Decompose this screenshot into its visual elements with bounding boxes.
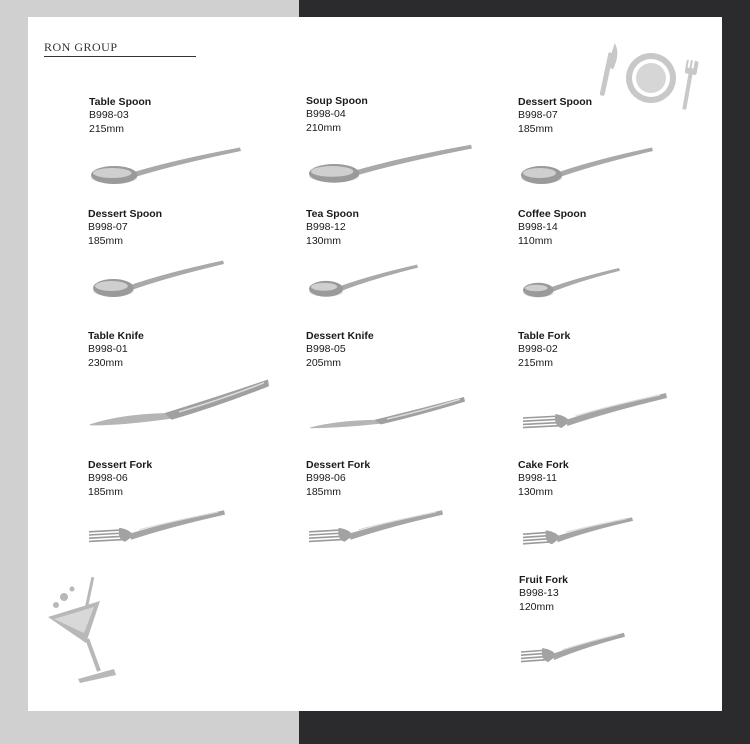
product-item — [518, 330, 570, 370]
product-item — [518, 459, 569, 499]
product-code: B998-02 — [518, 343, 558, 355]
fork-image — [306, 505, 444, 549]
product-size: 215mm — [518, 356, 554, 369]
product-item — [306, 95, 368, 135]
product-size: 185mm — [518, 122, 554, 135]
spoon-image — [520, 262, 622, 302]
product-item — [518, 208, 586, 248]
spoon-image — [306, 258, 420, 302]
fork-image — [518, 628, 626, 668]
product-name: Dessert Knife — [306, 330, 374, 342]
product-size: 210mm — [306, 121, 342, 134]
product-size: 120mm — [519, 600, 555, 613]
product-name: Cake Fork — [518, 459, 569, 471]
product-item — [306, 208, 359, 248]
product-size: 130mm — [306, 234, 342, 247]
product-item — [306, 330, 374, 370]
product-item — [89, 96, 151, 136]
product-code: B998-03 — [89, 109, 129, 121]
product-name: Soup Spoon — [306, 95, 368, 107]
product-code: B998-05 — [306, 343, 346, 355]
product-item — [519, 574, 568, 614]
product-size: 205mm — [306, 356, 342, 369]
brand-name: RON GROUP — [44, 40, 196, 57]
product-code: B998-01 — [88, 343, 128, 355]
fork-image — [520, 387, 668, 437]
product-name: Dessert Spoon — [88, 208, 163, 220]
fork-image — [86, 505, 226, 549]
product-code: B998-07 — [518, 109, 558, 121]
product-name: Fruit Fork — [519, 574, 568, 586]
product-code: B998-06 — [306, 472, 346, 484]
product-size: 185mm — [88, 485, 124, 498]
product-code: B998-12 — [306, 221, 346, 233]
product-item — [88, 459, 152, 499]
product-name: Coffee Spoon — [518, 208, 587, 220]
product-name: Dessert Fork — [88, 459, 153, 471]
product-code: B998-07 — [88, 221, 128, 233]
product-name: Table Spoon — [89, 96, 152, 108]
product-code: B998-06 — [88, 472, 128, 484]
product-code: B998-11 — [518, 472, 557, 484]
fork-image — [520, 513, 634, 549]
product-item — [518, 96, 592, 136]
cocktail-glass-icon — [42, 575, 132, 687]
plate-fork-knife-icon — [600, 38, 706, 114]
product-code: B998-13 — [519, 587, 559, 599]
product-item — [88, 208, 162, 248]
knife-image — [308, 394, 466, 432]
product-size: 215mm — [89, 122, 125, 135]
spoon-image — [90, 253, 226, 303]
product-size: 130mm — [518, 485, 554, 498]
product-name: Table Knife — [88, 330, 144, 342]
product-item — [88, 330, 144, 370]
knife-image — [88, 375, 270, 431]
product-size: 185mm — [306, 485, 342, 498]
product-size: 230mm — [88, 356, 124, 369]
spoon-image — [518, 140, 655, 190]
product-size: 185mm — [88, 234, 124, 247]
spoon-image — [88, 140, 243, 190]
spoon-image — [306, 137, 474, 189]
product-size: 110mm — [518, 234, 553, 247]
product-name: Dessert Spoon — [518, 96, 593, 108]
product-name: Table Fork — [518, 330, 571, 342]
product-code: B998-04 — [306, 108, 346, 120]
product-item — [306, 459, 370, 499]
product-name: Tea Spoon — [306, 208, 359, 220]
product-name: Dessert Fork — [306, 459, 371, 471]
product-code: B998-14 — [518, 221, 558, 233]
